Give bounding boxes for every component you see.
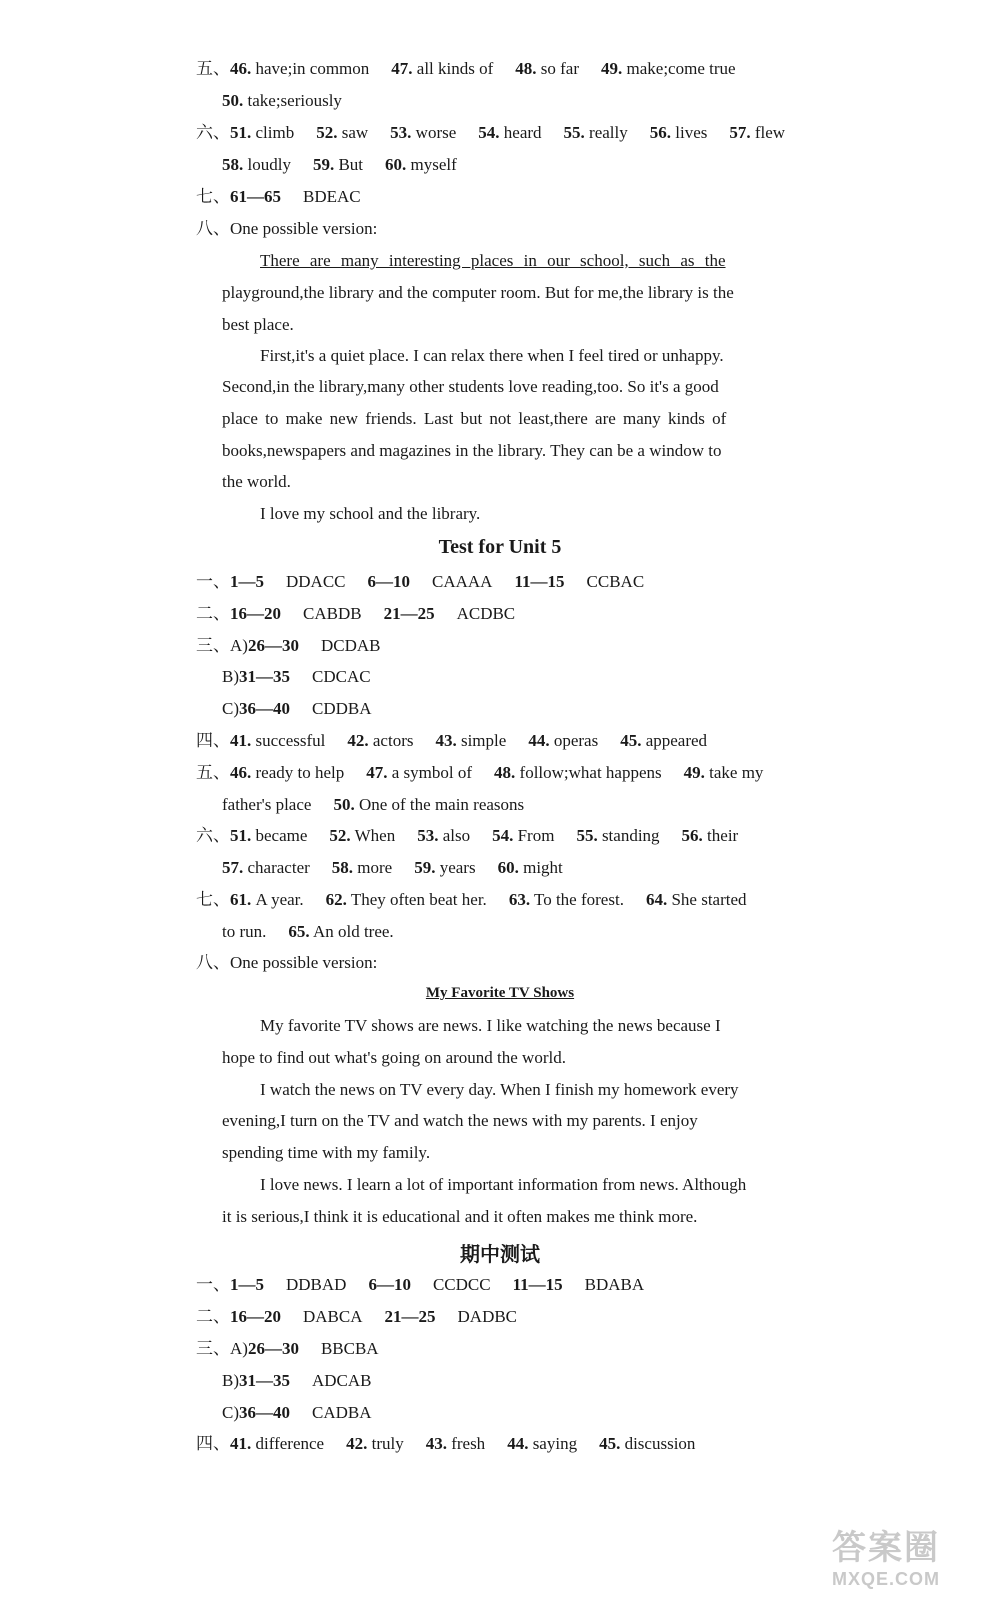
answer-line-u5-s2: 二、16—20 CABDB 21—25 ACDBC (196, 604, 516, 623)
answer-line-u5-s7: 七、61. A year. 62. They often beat her. 63. To the forest. 64. She started (196, 890, 747, 909)
essay-title: My Favorite TV Shows (425, 985, 575, 1001)
answer-line-u5-s6-cont: 57. character 58. more 59. years 60. might (222, 858, 563, 877)
answer-line-mid-s3c: C)36—40 CADBA (222, 1403, 372, 1422)
essay-line: evening,I turn on the TV and watch the news with my parents. I enjoy (222, 1111, 698, 1130)
answer-line-mid-s4: 四、41. difference 42. truly 43. fresh 44. saying 45. discussion (196, 1434, 696, 1453)
section-title: 期中测试 (460, 1242, 540, 1266)
essay-line: Second,in the library,many other students love reading,too. So it's a good (222, 377, 719, 396)
answer-line-u5-s3b: B)31—35 CDCAC (222, 667, 371, 686)
answer-line-s5-cont: 50. take;seriously (222, 91, 342, 110)
answer-line-u5-s3a: 三、A)26—30 DCDAB (196, 636, 381, 655)
answer-line-u5-s5-cont: father's place 50. One of the main reasons (222, 795, 525, 814)
section-title: Test for Unit 5 (438, 536, 562, 558)
answer-line-u5-s4: 四、41. successful 42. actors 43. simple 44. operas 45. appeared (196, 731, 708, 750)
answer-line-u5-s8: 八、One possible version: (196, 953, 378, 972)
essay-line: I love my school and the library. (260, 504, 481, 523)
answer-line-mid-s3b: B)31—35 ADCAB (222, 1371, 372, 1390)
answer-line-s6: 六、51. climb 52. saw 53. worse 54. heard 55. really 56. lives 57. flew (196, 123, 786, 142)
essay-line: best place. (222, 315, 294, 334)
essay-line: There are many interesting places in our school, such as the (260, 251, 726, 270)
answer-line-u5-s1: 一、1—5 DDACC 6—10 CAAAA 11—15 CCBAC (196, 572, 645, 591)
essay-line: I love news. I learn a lot of important information from news. Although (260, 1175, 747, 1194)
answer-line-s5: 五、46. have;in common 47. all kinds of 48. so far 49. make;come true (196, 59, 736, 78)
essay-line: books,newspapers and magazines in the library. They can be a window to (222, 441, 722, 460)
essay-line: First,it's a quiet place. I can relax there when I feel tired or unhappy. (260, 346, 724, 365)
answer-line-s6-cont: 58. loudly 59. But 60. myself (222, 155, 457, 174)
answer-line-mid-s3a: 三、A)26—30 BBCBA (196, 1339, 379, 1358)
answer-line-u5-s3c: C)36—40 CDDBA (222, 699, 372, 718)
essay-line: My favorite TV shows are news. I like watching the news because I (260, 1016, 721, 1035)
essay-line: playground,the library and the computer room. But for me,the library is the (222, 283, 734, 302)
answer-line-u5-s6: 六、51. became 52. When 53. also 54. From 55. standing 56. their (196, 826, 739, 845)
answer-line-mid-s2: 二、16—20 DABCA 21—25 DADBC (196, 1307, 518, 1326)
answer-line-u5-s7-cont: to run. 65. An old tree. (222, 922, 394, 941)
answer-line-s8: 八、One possible version: (196, 219, 378, 238)
essay-line: place to make new friends. Last but not least,there are many kinds of (222, 409, 727, 428)
answer-line-mid-s1: 一、1—5 DDBAD 6—10 CCDCC 11—15 BDABA (196, 1275, 645, 1294)
answer-line-u5-s5: 五、46. ready to help 47. a symbol of 48. follow;what happens 49. take my (196, 763, 764, 782)
essay-line: I watch the news on TV every day. When I finish my homework every (260, 1080, 739, 1099)
essay-line: hope to find out what's going on around the world. (222, 1048, 566, 1067)
essay-line: the world. (222, 472, 291, 491)
essay-line: spending time with my family. (222, 1143, 431, 1162)
watermark-logo: 答案圈 MXQE.COM (832, 1529, 941, 1589)
answer-line-s7: 七、61—65 BDEAC (196, 187, 361, 206)
essay-line: it is serious,I think it is educational and it often makes me think more. (222, 1207, 698, 1226)
